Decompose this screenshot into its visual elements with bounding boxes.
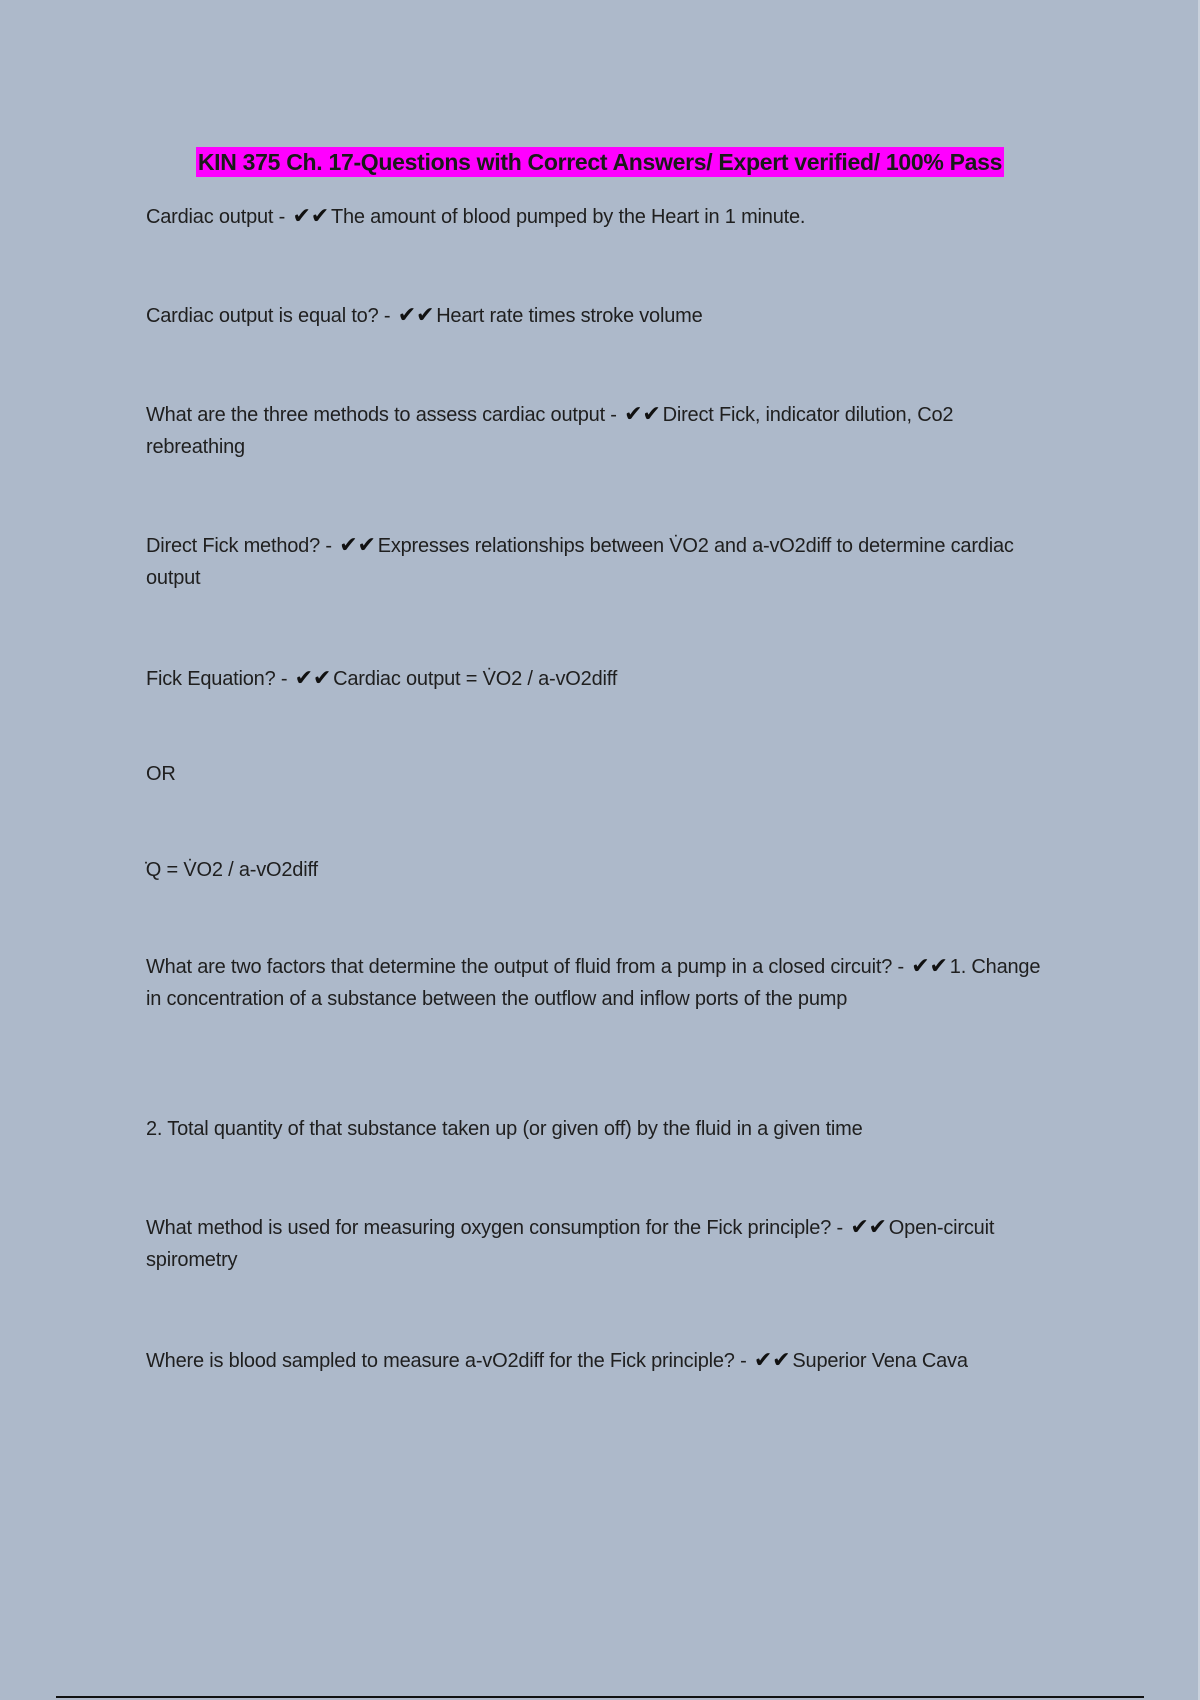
- q-equation-text: ̇Q = V̇O2 / a-vO2diff: [146, 859, 318, 881]
- answer-text: Direct Fick, indicator dilution, Co2 rebreathing: [146, 404, 954, 458]
- double-check-icon: ✔✔: [292, 203, 329, 228]
- qa-entry-oxygen-consumption: [146, 1211, 1046, 1276]
- question-text: Direct Fick method? -: [146, 535, 332, 557]
- qa-entry-fick-equation: [146, 662, 1046, 695]
- bottom-divider: [56, 1696, 1144, 1698]
- answer-text: 1. Change in concentration of a substance between the outflow and inflow ports of the pump: [146, 956, 1041, 1010]
- pump-factor-two-text: 2. Total quantity of that substance taken up (or given off) by the fluid in a given time: [146, 1118, 863, 1140]
- question-text: Where is blood sampled to measure a-vO2diff for the Fick principle? -: [146, 1350, 747, 1372]
- or-text: OR: [146, 763, 176, 785]
- question-text: What are the three methods to assess cardiac output -: [146, 404, 617, 426]
- answer-text: Cardiac output = V̇O2 / a-vO2diff: [333, 668, 618, 690]
- qa-entry-pump-factors: [146, 950, 1046, 1015]
- title-container: [157, 147, 1043, 177]
- question-text: What are two factors that determine the output of fluid from a pump in a closed circuit? -: [146, 956, 904, 978]
- double-check-icon: ✔✔: [624, 401, 661, 426]
- answer-text: Open-circuit spirometry: [146, 1217, 995, 1271]
- double-check-icon: ✔✔: [911, 953, 948, 978]
- answer-text: Expresses relationships between V̇O2 and a-vO2diff to determine cardiac output: [146, 535, 1014, 589]
- answer-text: Superior Vena Cava: [792, 1350, 968, 1372]
- question-text: Cardiac output is equal to? -: [146, 305, 391, 327]
- question-text: Fick Equation? -: [146, 668, 288, 690]
- qa-entry-three-methods: [146, 398, 1046, 463]
- double-check-icon: ✔✔: [397, 302, 435, 327]
- document-title: KIN 375 Ch. 17-Questions with Correct Answers/ Expert verified/ 100% Pass: [197, 149, 1003, 175]
- double-check-icon: ✔✔: [850, 1214, 887, 1239]
- question-text: Cardiac output -: [146, 206, 286, 228]
- answer-text: The amount of blood pumped by the Heart in 1 minute.: [330, 206, 806, 228]
- qa-entry-cardiac-output-equal: [146, 299, 1046, 332]
- qa-entry-blood-sampled: [146, 1344, 1046, 1377]
- qa-entry-cardiac-output: [146, 200, 1046, 233]
- answer-text: Heart rate times stroke volume: [436, 305, 703, 327]
- double-check-icon: ✔✔: [339, 532, 376, 557]
- double-check-icon: ✔✔: [294, 665, 332, 690]
- qa-entry-direct-fick: [146, 529, 1046, 594]
- double-check-icon: ✔✔: [753, 1347, 791, 1372]
- question-text: What method is used for measuring oxygen consumption for the Fick principle? -: [146, 1217, 843, 1239]
